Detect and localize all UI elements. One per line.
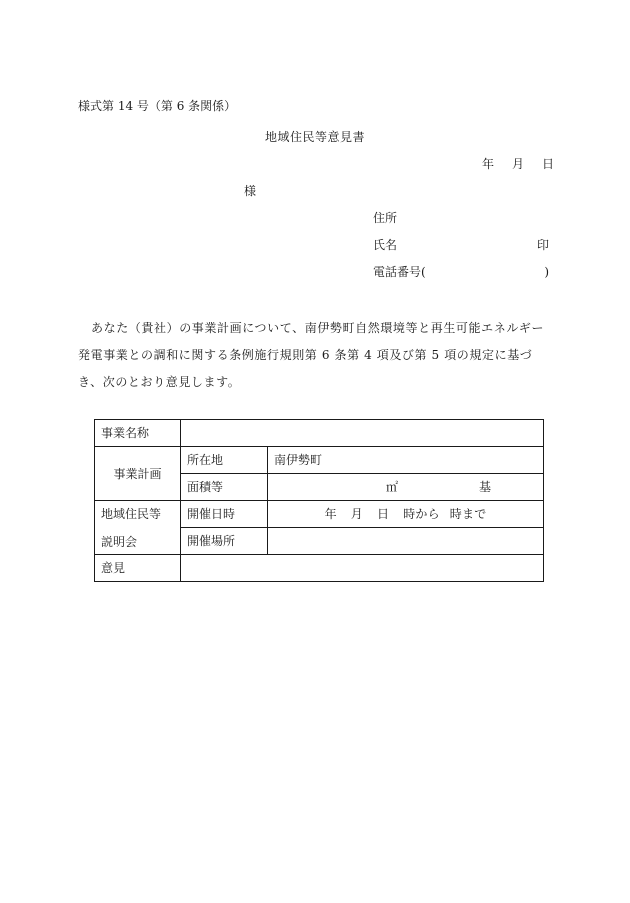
- form-number: 様式第 14 号（第 6 条関係）: [78, 99, 237, 113]
- body-paragraph: あなた（貴社）の事業計画について、南伊勢町自然環境等と再生可能エネルギー発電事業との調和に関する条例施行規則第 6 条第 4 項及び第 5 項の規定に基づき、次のとおり意見します。: [78, 321, 545, 389]
- phone-close-paren: ): [544, 265, 549, 279]
- phone-label: 電話番号(: [373, 265, 426, 279]
- datetime-month: 月: [350, 507, 363, 521]
- sender-address-row: [373, 210, 549, 226]
- date-month: 月: [512, 157, 525, 171]
- opinion-table: [94, 419, 544, 582]
- briefing-label-line2: 説明会: [101, 534, 138, 549]
- sender-name-row: [373, 237, 549, 253]
- opinion-label: 意見: [95, 555, 181, 582]
- venue-field[interactable]: [268, 528, 544, 555]
- datetime-year: 年: [324, 507, 337, 521]
- venue-label: 開催場所: [181, 528, 268, 555]
- project-name-field[interactable]: [181, 420, 544, 447]
- name-label: 氏名: [373, 238, 398, 252]
- date-day: 日: [542, 157, 555, 171]
- datetime-until: 時まで: [449, 507, 487, 521]
- addressee-suffix: 様: [244, 184, 257, 198]
- area-unit: ㎡: [386, 480, 399, 494]
- table-row: [95, 501, 544, 528]
- datetime-field[interactable]: [268, 501, 544, 528]
- date-line: [482, 156, 554, 172]
- datetime-label: 開催日時: [181, 501, 268, 528]
- table-row: [95, 555, 544, 582]
- table-row: [95, 420, 544, 447]
- opinion-field[interactable]: [181, 555, 544, 582]
- project-name-label: 事業名称: [95, 420, 181, 447]
- location-value[interactable]: 南伊勢町: [268, 447, 544, 474]
- datetime-from: 時から: [403, 507, 440, 521]
- table-row: [95, 447, 544, 474]
- briefing-label-line1: 地域住民等: [101, 506, 162, 521]
- location-label: 所在地: [181, 447, 268, 474]
- sender-phone-row: [373, 264, 549, 280]
- count-unit: 基: [479, 480, 492, 494]
- date-year: 年: [482, 157, 495, 171]
- area-field[interactable]: [268, 474, 544, 501]
- datetime-day: 日: [376, 507, 390, 521]
- document-title: 地域住民等意見書: [264, 130, 365, 144]
- address-label: 住所: [373, 211, 398, 225]
- area-label: 面積等: [181, 474, 268, 501]
- briefing-label: [95, 501, 181, 555]
- seal-mark: 印: [536, 238, 549, 252]
- project-plan-label: 事業計画: [95, 447, 181, 501]
